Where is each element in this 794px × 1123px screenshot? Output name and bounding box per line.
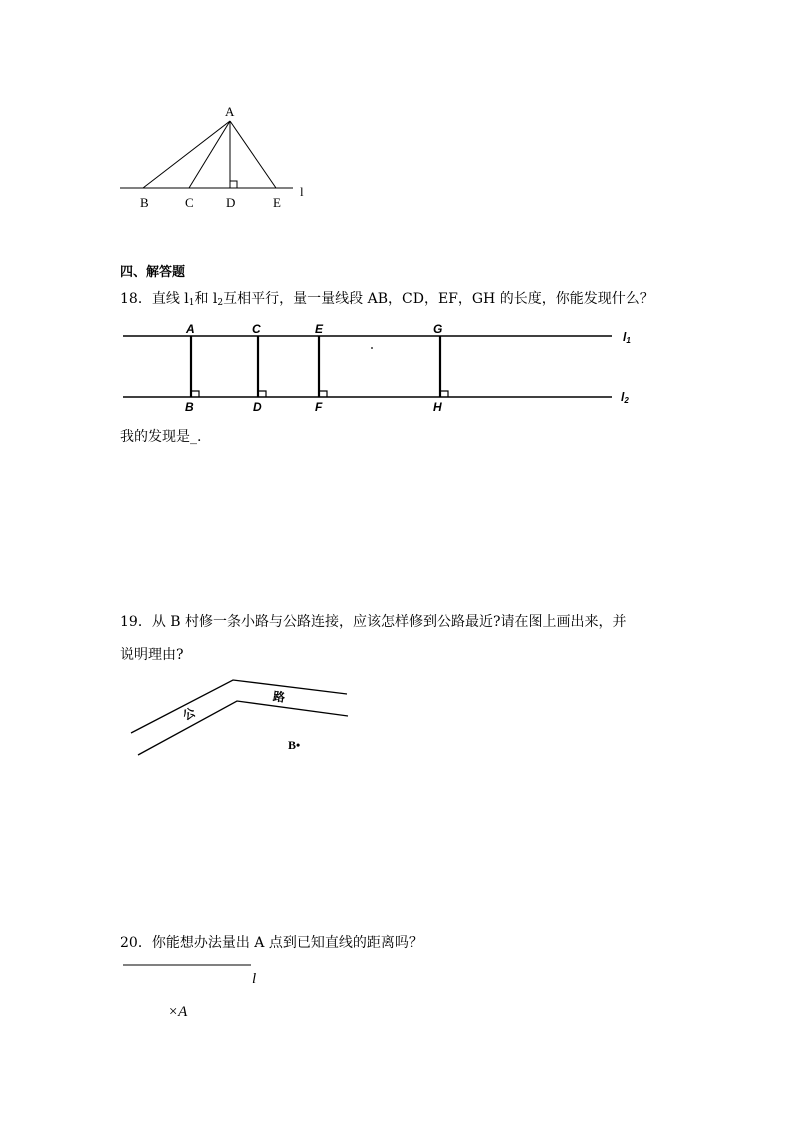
q20-label-l: l [252,971,257,987]
q18-label-a: A [186,322,195,336]
fig17-diagram [110,100,320,220]
q18-label-b: B [185,400,194,414]
fig17-segment-ae [230,121,276,188]
q20-diagram [120,955,280,1025]
q19-road-char-1: 公 [180,704,198,723]
q19-village-b: B• [288,738,301,752]
fig17-segment-ab [143,121,230,188]
q20-point-a: ×A [168,1004,188,1020]
q18-stray-dot [371,347,373,349]
q20-text: 20．你能想办法量出 A 点到已知直线的距离吗？ [120,935,423,951]
q18-label-l2-sub: 2 [624,396,629,405]
q19-road-char-2: 路 [272,689,286,705]
q18-text-post: 互相平行，量一量线段 AB，CD，EF，GH 的长度，你能发现什么？ [223,291,654,307]
q18-text-mid: 和 l [194,291,218,307]
fig17-segment-ac [189,121,230,188]
section-title: 四、解答题 [120,265,186,280]
q18-label-l1: l1 [623,330,631,345]
q18-sub1: 1 [188,298,195,308]
q18-right-angle-d [258,391,266,397]
q18-right-angle-b [191,391,199,397]
q18-answer-prompt: 我的发现是_. [120,429,202,445]
q18-label-e: E [315,322,324,336]
fig17-label-d: D [226,195,236,210]
q18-label-f: F [315,400,323,414]
fig17-right-angle-mark [230,181,237,188]
q18-label-d: D [253,400,262,414]
q18-sub2: 2 [217,298,224,308]
q19-text-line1: 19．从 B 村修一条小路与公路连接，应该怎样修到公路最近?请在图上画出来，并 [120,614,627,630]
q19-road-diagram [125,670,365,770]
q18-diagram [120,320,650,415]
fig17-label-a: A [225,104,235,119]
fig17-label-c: C [185,195,194,210]
fig17-label-l: l [300,184,304,199]
q18-label-l1-sub: 1 [626,336,631,345]
fig17-label-b: B [140,195,149,210]
q18-right-angle-f [319,391,327,397]
fig17-label-e: E [273,195,281,210]
q18-text-pre: 18．直线 l [120,291,189,307]
q18-text [120,290,654,312]
q18-right-angle-h [440,391,448,397]
q18-label-c: C [252,322,261,336]
q18-label-g: G [433,322,443,336]
q18-label-l2: l2 [621,390,629,405]
q19-text-line2: 说明理由? [120,647,184,663]
q19-road-edge-lower [138,701,348,755]
q18-label-h: H [433,400,442,414]
q19-road-edge-upper [131,680,347,733]
